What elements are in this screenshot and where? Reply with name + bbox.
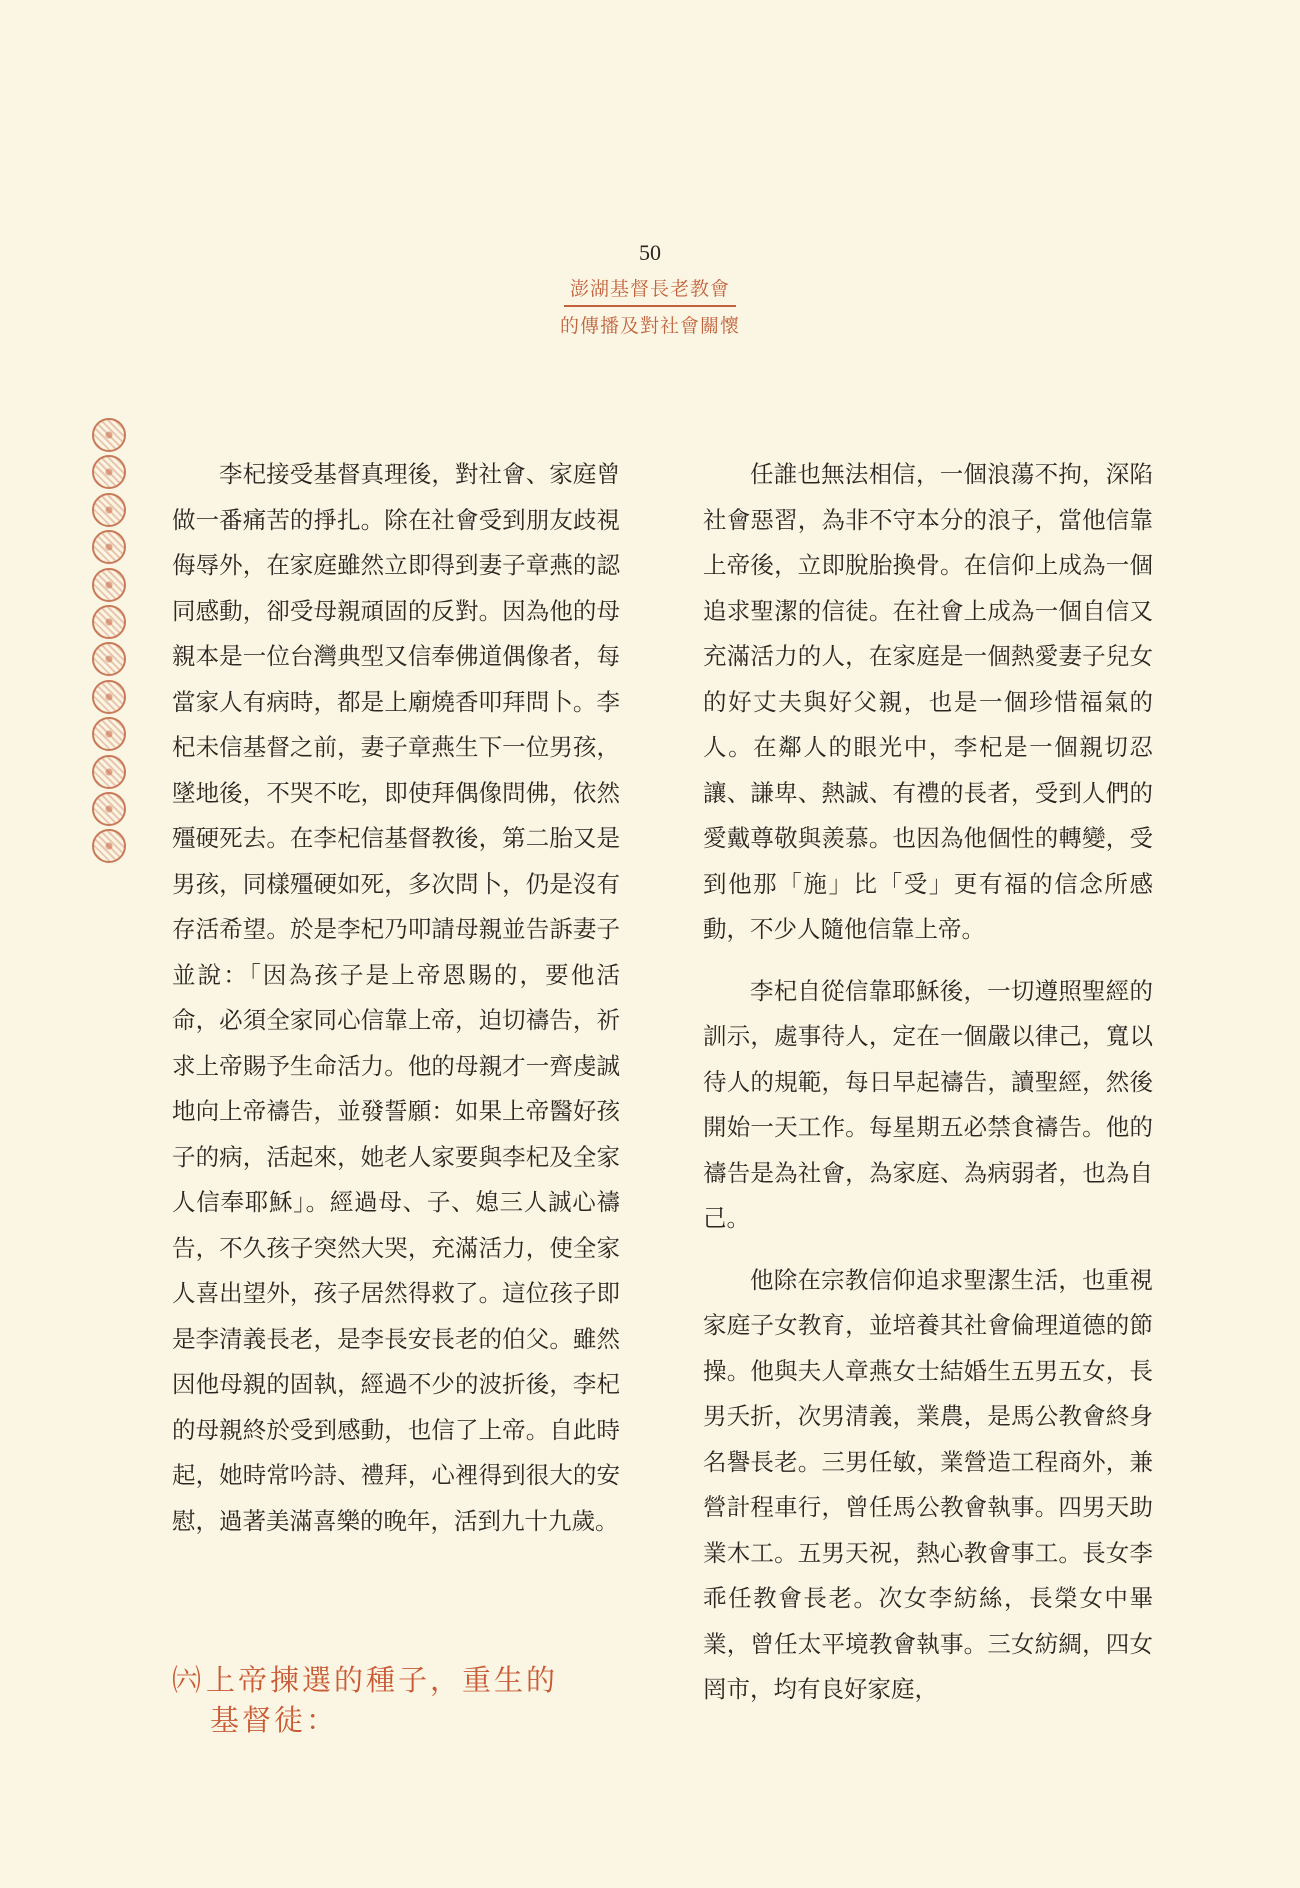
section-number: ㈥ [172, 1663, 205, 1697]
page-header [0, 240, 1300, 338]
seal-decoration-column [92, 418, 130, 867]
seal-icon [92, 418, 126, 452]
seal-icon [92, 568, 126, 602]
running-title-line2: 的傳播及對社會關懷 [559, 315, 740, 337]
seal-icon [92, 530, 126, 564]
body-paragraph: 任誰也無法相信，一個浪蕩不拘，深陷社會惡習，為非不守本分的浪子，當他信靠上帝後，立即脫胎換骨。在信仰上成為一個追求聖潔的信徒。在社會上成為一個自信又充滿活力的人，在家庭是一個熱愛妻子兒女的好丈夫與好父親，也是一個珍惜福氣的人。在鄰人的眼光中，李杞是一個親切忍讓、謙卑、熱誠、有禮的長者，受到人們的愛戴尊敬與羨慕。也因為他個性的轉變，受到他那「施」比「受」更有福的信念所感動，不少人隨他信靠上帝。 [703, 460, 1153, 943]
seal-icon [92, 455, 126, 489]
seal-icon [92, 680, 126, 714]
body-paragraph: 他除在宗教信仰追求聖潔生活，也重視家庭子女教育，並培養其社會倫理道德的節操。他與夫人章燕女士結婚生五男五女，長男夭折，次男清義，業農，是馬公教會終身名譽長老。三男任敏，業營造工程商外，兼營計程車行，曾任馬公教會執事。四男天助業木工。五男天祝，熱心教會事工。長女李乖任教會長老。次女李紡絲，長榮女中畢業，曾任太平境教會執事。三女紡綢，四女罔市，均有良好家庭， [703, 1265, 1153, 1703]
seal-icon [92, 642, 126, 676]
left-column [172, 452, 620, 1544]
page-number: 50 [639, 240, 661, 265]
seal-icon [92, 493, 126, 527]
section-heading [172, 1660, 632, 1740]
seal-icon [92, 829, 126, 863]
right-column [703, 452, 1153, 1713]
seal-icon [92, 717, 126, 751]
body-paragraph: 李杞自從信靠耶穌後，一切遵照聖經的訓示，處事待人，定在一個嚴以律己，寬以待人的規範，每日早起禱告，讀聖經，然後開始一天工作。每星期五必禁食禱告。他的禱告是為社會，為家庭、為病弱者，也為自己。 [703, 976, 1153, 1232]
section-title: 上帝揀選的種子，重生的 [206, 1663, 559, 1697]
body-paragraph: 李杞接受基督真理後，對社會、家庭曾做一番痛苦的掙扎。除在社會受到朋友歧視侮辱外，在家庭雖然立即得到妻子章燕的認同感動，卻受母親頑固的反對。因為他的母親本是一位台灣典型又信奉佛道偶像者，每當家人有病時，都是上廟燒香叩拜問卜。李杞未信基督之前，妻子章燕生下一位男孩，墜地後，不哭不吃，即使拜偶像問佛，依然殭硬死去。在李杞信基督教後，第二胎又是男孩，同樣殭硬如死，多次問卜，仍是沒有存活希望。於是李杞乃叩請母親並告訴妻子並說：「因為孩子是上帝恩賜的，要他活命，必須全家同心信靠上帝，迫切禱告，祈求上帝賜予生命活力。他的母親才一齊虔誠地向上帝禱告，並發誓願：如果上帝醫好孩子的病，活起來，她老人家要與李杞及全家人信奉耶穌」。經過母、子、媳三人誠心禱告，不久孩子突然大哭，充滿活力，使全家人喜出望外，孩子居然得救了。這位孩子即是李清義長老，是李長安長老的伯父。雖然因他母親的固執，經過不少的波折後，李杞的母親終於受到感動，也信了上帝。自此時起，她時常吟詩、禮拜，心裡得到很大的安慰，過著美滿喜樂的晚年，活到九十九歲。 [172, 460, 620, 1535]
running-title-line1: 澎湖基督長老教會 [569, 278, 730, 300]
seal-icon [92, 605, 126, 639]
section-title-continued: 基督徒： [210, 1703, 339, 1737]
seal-icon [92, 755, 126, 789]
seal-icon [92, 792, 126, 826]
running-title [554, 270, 746, 338]
